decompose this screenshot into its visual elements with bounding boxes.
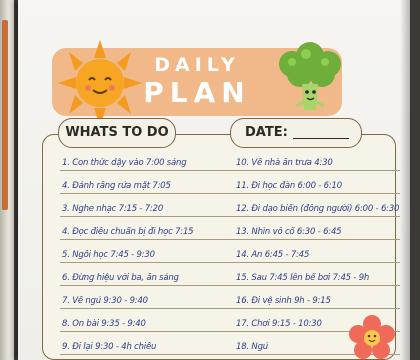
entry-row xyxy=(60,286,400,309)
title-plan: PLAN xyxy=(143,76,251,109)
todo-heading: WHATS TO DO xyxy=(58,118,176,148)
entry-right: 16. Đi vệ sinh 9h - 9:15 xyxy=(236,296,331,306)
entry-left: 4. Đánh răng rửa mặt 7:05 xyxy=(62,181,171,191)
entry-right: 12. Đi dạo biển (đông người) 6:00 - 6:30 xyxy=(236,204,400,214)
entry-left: 9. Đi lại 9:30 - 4h chiều xyxy=(62,342,157,352)
entry-row xyxy=(60,194,400,217)
page-shadow xyxy=(400,0,410,360)
entry-right: 17. Chơi 9:15 - 10:30 xyxy=(236,319,322,329)
previous-page-edge xyxy=(0,0,14,360)
entry-row xyxy=(60,148,400,171)
sun-icon xyxy=(50,38,150,128)
date-blank-line xyxy=(293,138,349,139)
entry-row xyxy=(60,263,400,286)
entry-right: 18. Ngủ xyxy=(236,342,268,352)
entry-left: 1. Con thức dậy vào 7:00 sáng xyxy=(62,158,187,168)
entry-right: 11. Đi học đàn 6:00 - 6:10 xyxy=(236,181,342,191)
entry-right: 15. Sau 7:45 lên bể bơi 7:45 - 9h xyxy=(236,273,370,283)
entry-left: 5. Ngồi học 7:45 - 9:30 xyxy=(62,250,155,260)
entry-right: 13. Nhìn vô cổ 6:30 - 6:45 xyxy=(236,227,342,237)
entry-left: 8. Ôn bài 9:35 - 9:40 xyxy=(62,319,146,329)
entry-row xyxy=(60,171,400,194)
title-daily: DAILY xyxy=(154,54,240,76)
entry-left: 4. Đọc điều chuẩn bị đi học 7:15 xyxy=(62,227,194,237)
entry-row xyxy=(60,240,400,263)
entry-row xyxy=(60,217,400,240)
entry-left: 3. Nghe nhạc 7:15 - 7:20 xyxy=(62,204,164,214)
broccoli-icon xyxy=(270,40,350,118)
entry-left: 6. Đừng hiệu với ba, ăn sáng xyxy=(62,273,179,283)
orange-page-tab xyxy=(2,20,8,210)
entry-right: 10. Về nhà ăn trưa 4:30 xyxy=(236,158,333,168)
date-field[interactable] xyxy=(230,118,362,148)
entry-right: 14. Ăn 6:45 - 7:45 xyxy=(236,250,310,260)
entry-left: 7. Về ngủ 9:30 - 9:40 xyxy=(62,296,148,306)
flower-icon xyxy=(344,314,400,360)
date-label: DATE: xyxy=(245,125,288,140)
